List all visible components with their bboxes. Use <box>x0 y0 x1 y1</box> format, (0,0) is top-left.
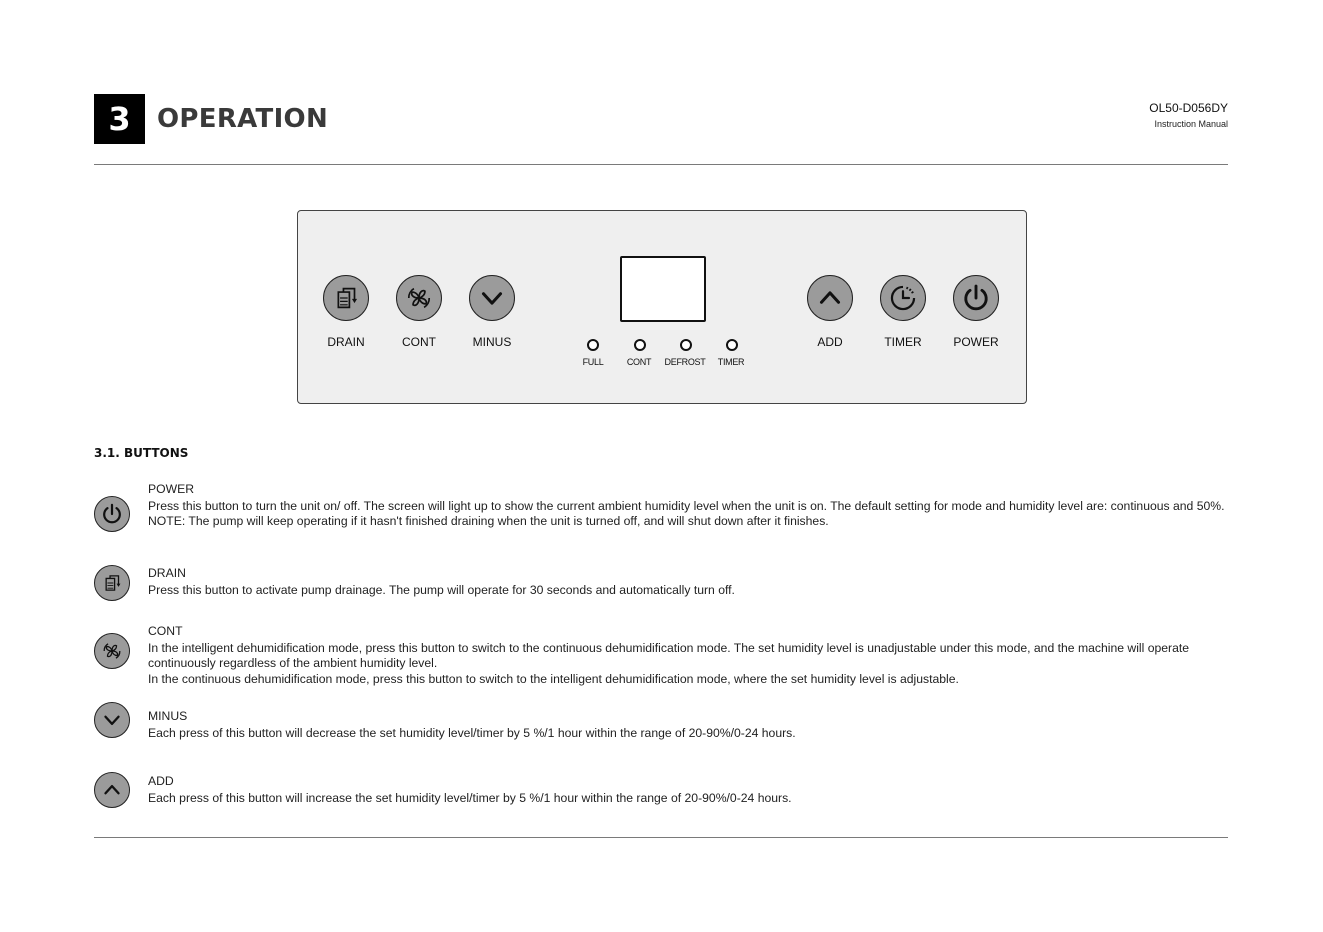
panel-timer-button <box>880 275 926 321</box>
panel-minus-label: MINUS <box>472 335 512 349</box>
power-icon <box>959 281 993 315</box>
cont-entry <box>148 624 1230 687</box>
model-number: OL50-D056DY <box>1149 101 1228 115</box>
panel-timer-label: TIMER <box>884 335 922 349</box>
document-type: Instruction Manual <box>1154 119 1228 129</box>
panel-drain-button <box>323 275 369 321</box>
panel-cont-button <box>396 275 442 321</box>
power-entry <box>148 482 1230 530</box>
chevron-down-icon <box>475 281 509 315</box>
timer-icon <box>886 281 920 315</box>
panel-cont-label: CONT <box>402 335 436 349</box>
chevron-down-icon <box>99 707 125 733</box>
panel-add-label: ADD <box>817 335 843 349</box>
minus-entry <box>148 709 1230 741</box>
entry-name: ADD <box>148 774 174 788</box>
entry-name: DRAIN <box>148 566 186 580</box>
drain-button-illustration <box>94 565 130 601</box>
indicator-full-label: FULL <box>582 357 604 367</box>
entry-text: NOTE: The pump will keep operating if it hasn't finished draining when the unit is turned off, and will shut down after it finishes. <box>148 514 829 529</box>
chevron-up-icon <box>813 281 847 315</box>
panel-power-label: POWER <box>953 335 999 349</box>
power-button-illustration <box>94 496 130 532</box>
entry-name: MINUS <box>148 709 188 723</box>
indicator-cont-label: CONT <box>626 357 652 367</box>
entry-text: In the intelligent dehumidification mode, press this button to switch to the continuous dehumidification mode. The set humidity level is unadjustable under this mode, and the machine will operate continuously regardless of the ambient humidity level. <box>148 640 1190 671</box>
add-entry <box>148 774 1230 806</box>
indicator-defrost-led <box>680 339 692 351</box>
entry-text: In the continuous dehumidification mode, press this button to switch to the intelligent dehumidification mode, where the set humidity level is adjustable. <box>148 671 959 686</box>
cont-button-illustration <box>94 633 130 669</box>
chevron-up-icon <box>99 777 125 803</box>
indicator-timer-label: TIMER <box>717 357 745 367</box>
minus-button-illustration <box>94 702 130 738</box>
panel-power-button <box>953 275 999 321</box>
fan-icon <box>99 638 125 664</box>
drain-icon <box>329 281 363 315</box>
add-button-illustration <box>94 772 130 808</box>
panel-display <box>620 256 706 322</box>
entry-text: Press this button to activate pump drainage. The pump will operate for 30 seconds and automatically turn off. <box>148 582 735 597</box>
entry-text: Press this button to turn the unit on/ off. The screen will light up to show the current ambient humidity level when the unit is on. The default setting for mode and humidity level are: continuous and 50%. <box>148 498 1225 513</box>
entry-name: CONT <box>148 624 183 638</box>
panel-drain-label: DRAIN <box>327 335 365 349</box>
indicator-defrost-label: DEFROST <box>664 357 706 367</box>
fan-icon <box>402 281 436 315</box>
indicator-cont-led <box>634 339 646 351</box>
drain-icon <box>99 570 125 596</box>
indicator-timer-led <box>726 339 738 351</box>
control-panel <box>297 210 1027 404</box>
footer-divider <box>94 837 1228 838</box>
chapter-title: OPERATION <box>157 104 329 134</box>
header-divider <box>94 164 1228 165</box>
panel-minus-button <box>469 275 515 321</box>
section-title: 3.1. BUTTONS <box>94 446 189 460</box>
power-icon <box>99 501 125 527</box>
drain-entry <box>148 566 1230 598</box>
entry-text: Each press of this button will increase the set humidity level/timer by 5 %/1 hour within the range of 20-90%/0-24 hours. <box>148 790 792 805</box>
entry-text: Each press of this button will decrease the set humidity level/timer by 5 %/1 hour within the range of 20-90%/0-24 hours. <box>148 725 796 740</box>
panel-add-button <box>807 275 853 321</box>
entry-name: POWER <box>148 482 195 496</box>
indicator-full-led <box>587 339 599 351</box>
chapter-number: 3 <box>94 94 145 144</box>
